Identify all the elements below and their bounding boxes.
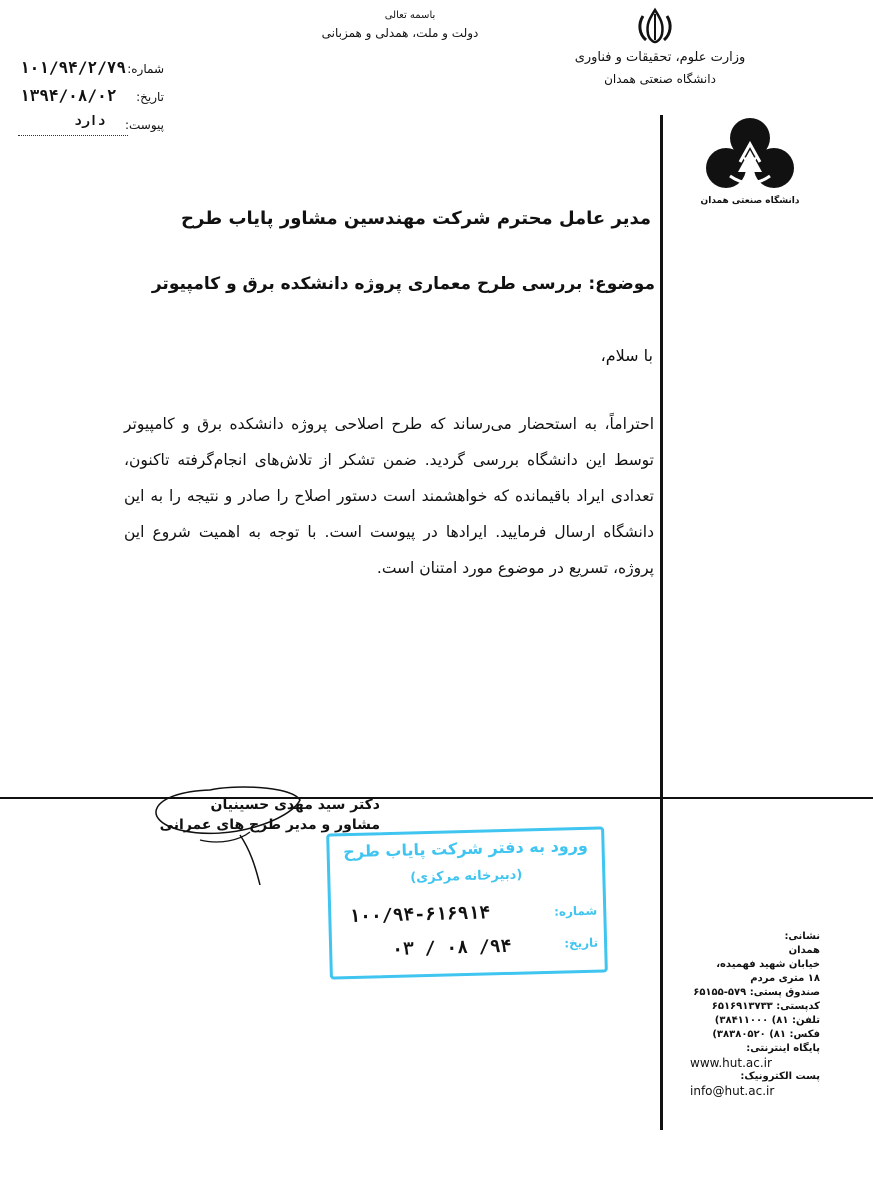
letter-body: احتراماً، به استحضار می‌رساند که طرح اصلاحی پروژه دانشکده برق و کامپیوتر توسط این دانشگاه بررسی گردید. ضمن تشکر از تلاش‌های انجام‌گرفته تاکنون، تعدادی ایراد باقیمانده که خواهشمند است دستور اصلاح را صادر و نتیجه را به این دانشگاه ارسال فرمایید. ایرادها در پیوست است. با توجه به اهمیت شروع این پروژه، تسریع در موضوع مورد امتنان است. (124, 415, 654, 577)
stamp-subtitle: (دبیرخانه مرکزی) (410, 867, 523, 886)
meta-date-label: تاریخ: (136, 90, 164, 104)
horizontal-divider (0, 797, 873, 799)
year-motto: دولت و ملت، همدلی و همزبانی (321, 26, 479, 40)
contact-info (690, 930, 820, 1098)
meta-date-value: ۱۳۹۴/۰۸/۰۲ (20, 86, 117, 105)
meta-attachment-line (18, 135, 128, 136)
incoming-stamp (326, 826, 608, 979)
iran-emblem-icon (632, 6, 678, 46)
university-name: دانشگاه صنعتی همدان (604, 72, 716, 86)
basmala-text: باسمه تعالی (384, 10, 436, 21)
meta-date-row (14, 84, 164, 112)
signer-name: دکتر سید مهدی حسینیان (210, 797, 380, 813)
university-logo-icon (700, 110, 800, 196)
signer-title: مشاور و مدیر طرح های عمرانی (159, 817, 380, 833)
signer-block (140, 795, 380, 835)
address-road: ۱۸ متری مردم (750, 973, 820, 984)
address-city: همدان (788, 945, 820, 956)
ministry-name: وزارت علوم، تحقیقات و فناوری (574, 50, 746, 65)
stamp-date-value: ۹۴/ ۰۸ / ۰۳ (391, 935, 512, 960)
stamp-date-label: تاریخ: (564, 935, 599, 951)
stamp-number-value: ۱۰۰/۹۴-۶۱۶۹۱۴ (349, 902, 491, 928)
stamp-number-label: شماره: (553, 903, 598, 919)
meta-number-row (14, 56, 164, 84)
vertical-divider (660, 115, 663, 1130)
pobox: صندوق پستی: ۵۷۹-۶۵۱۵۵ (693, 987, 820, 998)
fax: فکس: ۸۱) ۳۸۳۸۰۵۲۰) (712, 1029, 820, 1040)
meta-attachment-row (14, 112, 164, 140)
email-link[interactable]: info@hut.ac.ir (690, 1084, 775, 1098)
meta-attachment-label: پیوست: (124, 118, 164, 132)
meta-attachment-value: دارد (74, 114, 106, 129)
stamp-title: ورود به دفتر شرکت پایاب طرح (343, 835, 589, 862)
postcode: کدپستی: ۶۵۱۶۹۱۳۷۳۳ (711, 1001, 820, 1012)
greeting: با سلام، (600, 346, 653, 365)
subject-line: موضوع: بررسی طرح معماری پروژه دانشکده برق و کامپیوتر (151, 274, 655, 294)
email-label: پست الکترونیک: (740, 1071, 820, 1082)
phone: تلفن: ۸۱) ۳۸۴۱۱۰۰۰) (714, 1015, 820, 1026)
address-street: خیابان شهید فهمیده، (716, 959, 820, 970)
recipient-line: مدیر عامل محترم شرکت مهندسین مشاور پایاب طرح (181, 208, 651, 229)
logo-caption: دانشگاه صنعتی همدان (700, 196, 800, 206)
letter-meta (14, 56, 164, 140)
meta-number-label: شماره: (127, 62, 164, 76)
address-label: نشانی: (784, 931, 820, 942)
website-link[interactable]: www.hut.ac.ir (690, 1056, 772, 1070)
website-label: پایگاه اینترنتی: (746, 1043, 820, 1054)
meta-number-value: ۱۰۱/۹۴/۲/۷۹ (20, 58, 126, 77)
